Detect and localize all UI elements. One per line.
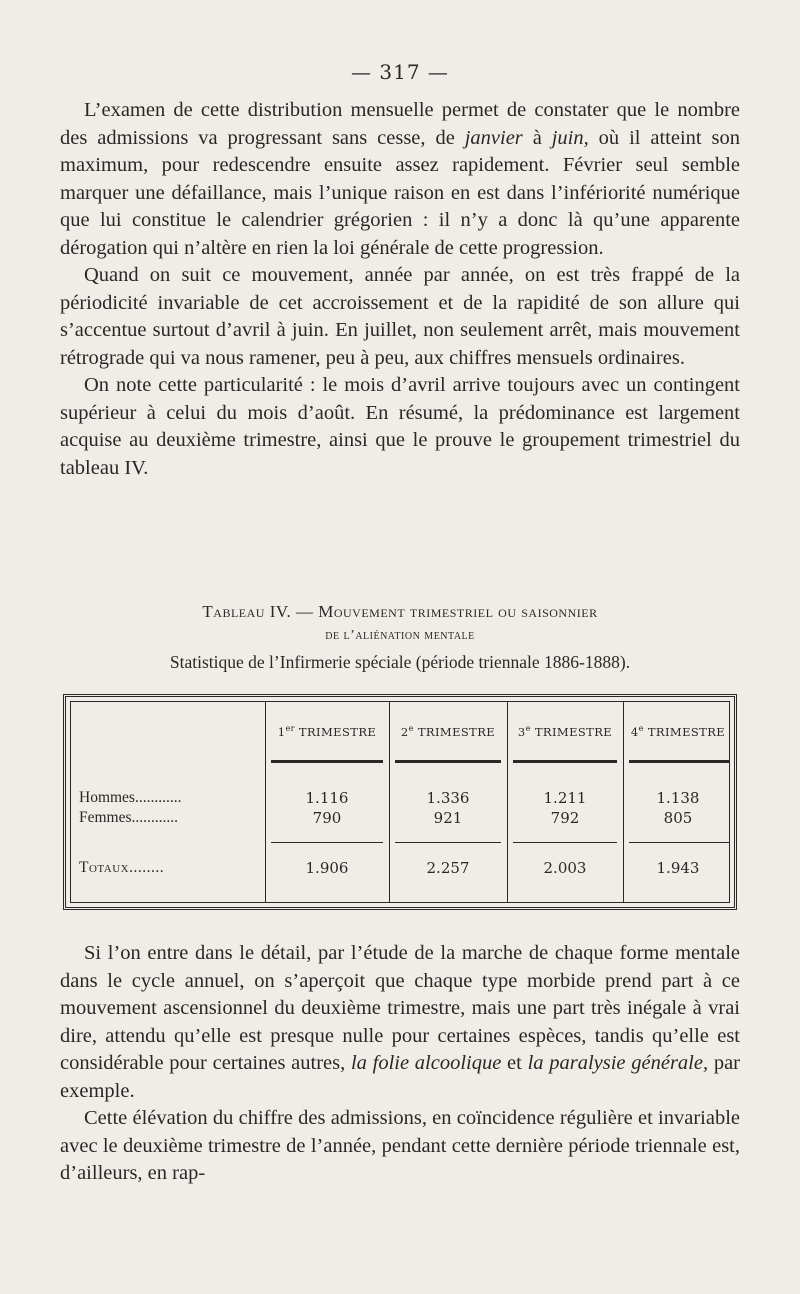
paragraph-3: On note cette particularité : le mois d’avril arrive toujours avec un contingent supérieur à celui du mois d’août. En résumé, la prédominance est largement acquise au deuxième trimestre, ainsi que le prouve le groupement trimestriel du tableau IV. — [60, 374, 740, 479]
table-inner-border — [70, 701, 730, 903]
sum-rule — [629, 842, 729, 843]
paragraph-1-text-b: à — [522, 126, 552, 149]
text-block-top — [60, 97, 740, 482]
header-rule — [271, 760, 383, 763]
row-label-hommes: Hommes............ — [79, 789, 182, 806]
cell-hommes-q2: 1.336 — [426, 789, 470, 807]
page-number: — 317 — — [351, 60, 449, 84]
cell-hommes-q4: 1.138 — [656, 789, 700, 807]
paragraph-1-italic-b: juin, — [551, 126, 589, 149]
paragraph-1 — [60, 97, 740, 262]
table-caption — [0, 600, 800, 648]
paragraph-4-text-b: et — [501, 1052, 528, 1074]
header-cell-q4: 4e TRIMESTRE — [630, 724, 726, 739]
table-caption-line-2: de l’aliénation mentale — [325, 628, 475, 643]
row-label-femmes: Femmes............ — [79, 809, 179, 826]
header-cell-q1: 1er TRIMESTRE — [277, 724, 377, 739]
paragraph-2: Quand on suit ce mouvement, année par année, on est très frappé de la périodicité invariable de cet accroissement et de la rapidité de son allure qui s’accentue surtout d’avril à juin. En juillet, non seulement arrêt, mais mouvement rétrograde qui va nous ramener, peu à peu, aux chiffres mensuels ordinaires. — [60, 264, 740, 369]
cell-hommes-q1: 1.116 — [305, 789, 349, 807]
sum-rule — [513, 842, 617, 843]
table-caption-line-1: Tableau IV. — Mouvement trimestriel ou saisonnier — [202, 602, 598, 621]
sum-rule — [271, 842, 383, 843]
cell-totaux-q3: 2.003 — [543, 859, 587, 877]
paragraph-4-text-a: Si l’on entre dans le détail, par l’étude de la marche de chaque forme mentale dans le cycle annuel, on s’aperçoit que chaque type morbide prend part à ce mouvement ascensionnel du deuxième trimestre, mais une part très inégale à vrai dire, attendu qu’elle est presque nulle pour certaines espèces, tandis qu’elle est considérable pour certaines autres, — [60, 942, 740, 1074]
paragraph-4-italic-a: la folie alcoolique — [350, 1052, 502, 1074]
cell-totaux-q4: 1.943 — [656, 859, 700, 877]
paragraph-5: Cette élévation du chiffre des admissions, en coïncidence régulière et invariable avec le deuxième trimestre de l’année, pendant cette dernière période triennale est, d’ailleurs, en rap- — [60, 1107, 740, 1184]
cell-femmes-q4: 805 — [663, 809, 693, 827]
cell-femmes-q2: 921 — [433, 809, 463, 827]
cell-femmes-q3: 792 — [550, 809, 580, 827]
paragraph-4-text-c: par exemple. — [60, 1052, 740, 1102]
cell-totaux-q2: 2.257 — [426, 859, 470, 877]
data-table — [63, 694, 737, 910]
header-rule — [395, 760, 501, 763]
header-rule — [629, 760, 729, 763]
paragraph-1-italic-a: janvier — [464, 126, 523, 149]
paragraph-1-text-a: L’examen de cette distribution mensuelle permet de constater que le nombre des admissions va progressant sans cesse, de — [60, 99, 740, 149]
cell-totaux-q1: 1.906 — [305, 859, 349, 877]
text-block-bottom — [60, 940, 740, 1188]
paragraph-4 — [60, 940, 740, 1105]
row-label-totaux: Totaux........ — [79, 859, 165, 876]
table-subcaption: Statistique de l’Infirmerie spéciale (période triennale 1886-1888). — [169, 652, 631, 672]
header-rule — [513, 760, 617, 763]
header-cell-q2: 2e TRIMESTRE — [400, 724, 496, 739]
paragraph-4-italic-b: la paralysie générale, — [527, 1052, 709, 1074]
header-cell-q3: 3e TRIMESTRE — [517, 724, 613, 739]
cell-femmes-q1: 790 — [312, 809, 342, 827]
sum-rule — [395, 842, 501, 843]
paragraph-1-text-c: où il atteint son maximum, pour redescendre ensuite assez rapidement. Février seul semble marquer une défaillance, mais l’unique raison en est dans l’infériorité numérique que lui constitue le calendrier grégorien : il n’y a donc là qu’une apparente dérogation qui n’altère en rien la loi générale de cette progression. — [60, 126, 740, 259]
cell-hommes-q3: 1.211 — [543, 789, 587, 807]
